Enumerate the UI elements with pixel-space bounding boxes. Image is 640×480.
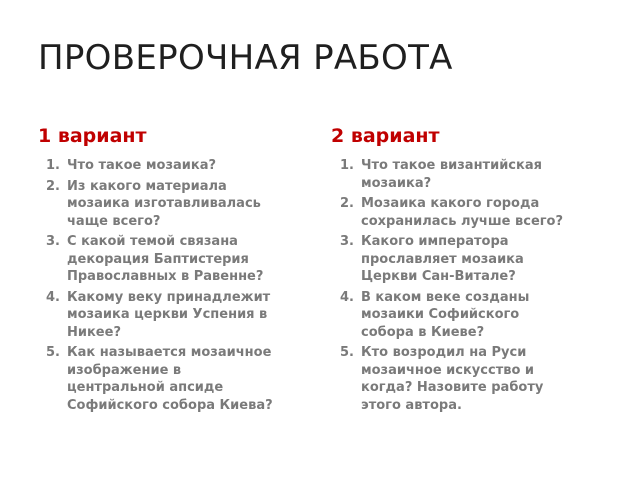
question-text: Какого императора прославляет мозаика Церкви Сан-Витале? [361,234,524,284]
question-text: Кто возродил на Руси мозаичное искусство и когда? Назовите работу этого автора. [361,345,544,413]
question-text: Мозаика какого города сохранилась лучше всего? [361,196,564,229]
variant-1-question-list [46,157,318,417]
variant-2-question-4 [340,289,612,342]
variant-2-heading: 2 вариант [331,125,440,147]
question-number: 4. [340,289,354,305]
variant-1-heading: 1 вариант [38,125,147,147]
question-text: Какому веку принадлежит мозаика церкви Успения в Никее? [67,289,271,340]
question-text: Как называется мозаичное изображение в центральной апсиде Софийского собора Киева? [67,345,273,413]
variant-2-question-list [340,157,612,417]
question-text: В каком веке созданы мозаики Софийского собора в Киеве? [361,289,530,340]
question-number: 4. [46,289,60,305]
question-text: Что такое византийская мозаика? [361,158,542,191]
question-number: 1. [340,158,354,173]
variant-1-question-5 [46,344,318,414]
variant-1-question-4 [46,289,318,342]
slide-title: ПРОВЕРОЧНАЯ РАБОТА [38,38,453,78]
question-number: 2. [340,196,354,211]
question-text: Что такое мозаика? [67,158,217,173]
question-number: 3. [340,234,354,249]
question-number: 2. [46,178,60,194]
variant-2-question-2 [340,195,612,230]
variant-1-question-1 [46,157,318,175]
question-text: С какой темой связана декорация Баптистерия Православных в Равенне? [67,234,264,284]
variant-1-question-3 [46,233,318,286]
question-number: 5. [46,345,60,360]
question-number: 3. [46,234,60,249]
question-number: 1. [46,158,60,173]
variant-2-question-3 [340,233,612,286]
variant-2-question-1 [340,157,612,192]
variant-1-question-2 [46,178,318,231]
variant-2-question-5 [340,344,612,414]
question-number: 5. [340,345,354,360]
question-text: Из какого материала мозаика изготавливалась чаще всего? [67,178,261,229]
